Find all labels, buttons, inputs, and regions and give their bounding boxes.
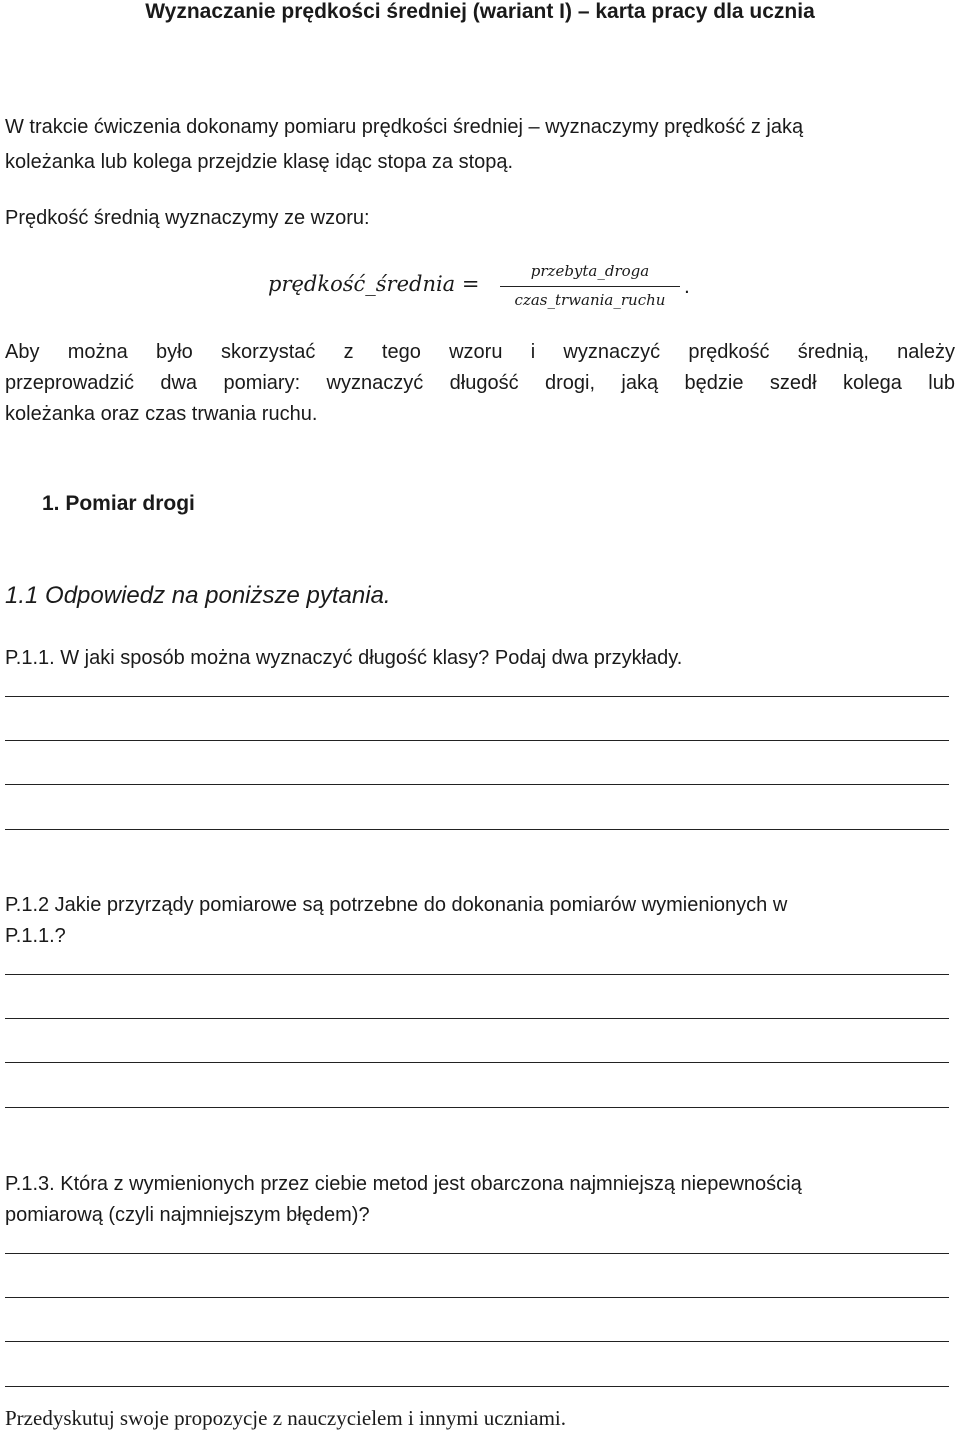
- answer-line[interactable]: [5, 1341, 949, 1342]
- answer-line[interactable]: [5, 784, 949, 785]
- section-heading: 1. Pomiar drogi: [42, 492, 195, 515]
- question-3-line-1: P.1.3. Która z wymienionych przez ciebie metod jest obarczona najmniejszą niepewnością: [5, 1173, 802, 1195]
- formula-lhs: prędkość_średnia =: [268, 272, 480, 296]
- intro-line-1: W trakcie ćwiczenia dokonamy pomiaru prędkości średniej – wyznaczymy prędkość z jaką: [5, 116, 804, 138]
- answer-line[interactable]: [5, 1062, 949, 1063]
- question-1: P.1.1. W jaki sposób można wyznaczyć długość klasy? Podaj dwa przykłady.: [5, 647, 683, 669]
- formula-intro: Prędkość średnią wyznaczymy ze wzoru:: [5, 207, 370, 229]
- explanation-line-1: Aby można było skorzystać z tego wzoru i wyznaczyć prędkość średnią, należy: [5, 341, 955, 363]
- formula-period: .: [684, 275, 690, 298]
- answer-line[interactable]: [5, 974, 949, 975]
- intro-line-2: koleżanka lub kolega przejdzie klasę idąc stopa za stopą.: [5, 151, 514, 173]
- answer-line[interactable]: [5, 1297, 949, 1298]
- subsection-heading: 1.1 Odpowiedz na poniższe pytania.: [5, 582, 391, 609]
- explanation-line-2: przeprowadzić dwa pomiary: wyznaczyć długość drogi, jaką będzie szedł kolega lub: [5, 372, 955, 394]
- question-3-line-2: pomiarową (czyli najmniejszym błędem)?: [5, 1204, 370, 1226]
- formula-numerator: przebyta_droga: [530, 262, 650, 280]
- answer-line[interactable]: [5, 1018, 949, 1019]
- footer-note: Przedyskutuj swoje propozycje z nauczycielem i innymi uczniami.: [5, 1406, 566, 1430]
- answer-line[interactable]: [5, 740, 949, 741]
- fraction-bar: [500, 286, 680, 287]
- answer-line[interactable]: [5, 829, 949, 830]
- formula-denominator: czas_trwania_ruchu: [514, 291, 666, 309]
- question-2-line-2: P.1.1.?: [5, 925, 66, 947]
- answer-line[interactable]: [5, 1386, 949, 1387]
- answer-line[interactable]: [5, 696, 949, 697]
- explanation-line-3: koleżanka oraz czas trwania ruchu.: [5, 403, 318, 425]
- question-2-line-1: P.1.2 Jakie przyrządy pomiarowe są potrzebne do dokonania pomiarów wymienionych w: [5, 894, 788, 916]
- answer-line[interactable]: [5, 1253, 949, 1254]
- page-title: Wyznaczanie prędkości średniej (wariant I) – karta pracy dla ucznia: [145, 0, 815, 23]
- answer-line[interactable]: [5, 1107, 949, 1108]
